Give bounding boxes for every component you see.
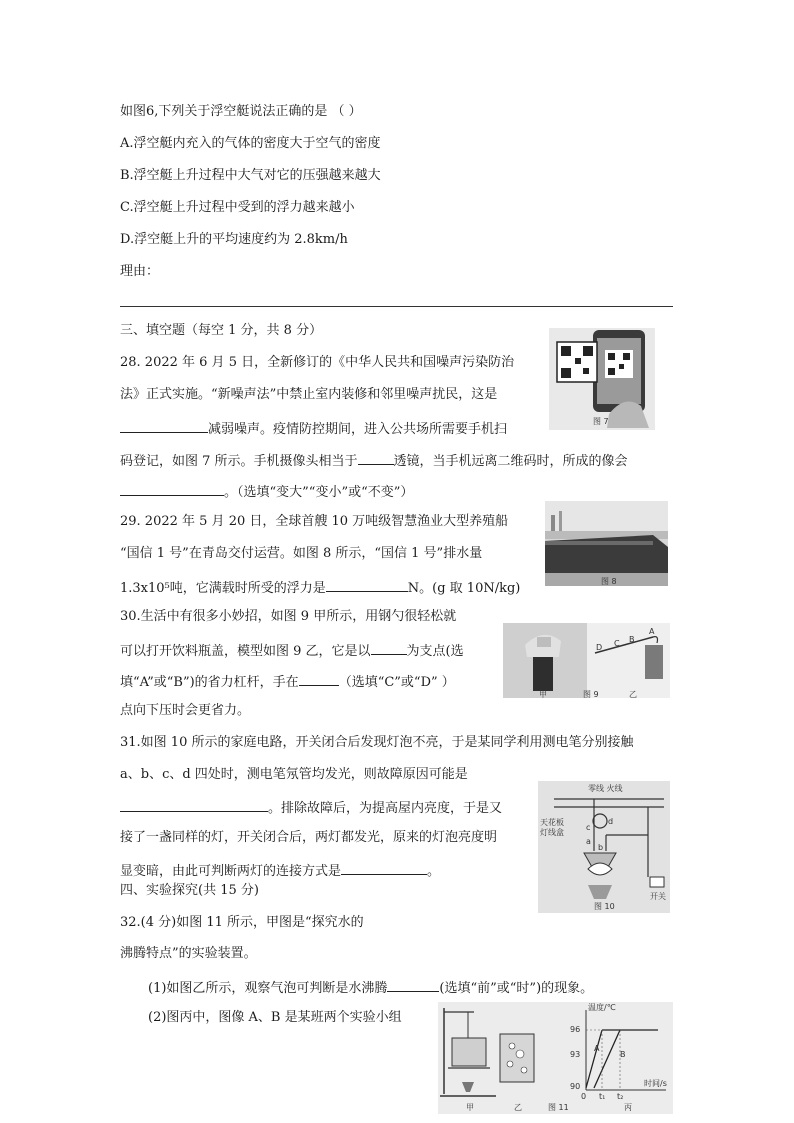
figure-10-caption: 图 10 — [594, 902, 615, 911]
figure-7-caption: 图 7 — [593, 417, 609, 426]
q27-option-b: B.浮空艇上升过程中大气对它的压强越来越大 — [120, 168, 381, 183]
answer-blank[interactable] — [120, 797, 268, 812]
q28-line4: 码登记，如图 7 所示。手机摄像头相当于 透镜，当手机远离二维码时，所成的像会 — [120, 450, 628, 471]
q28-line1: 28. 2022 年 6 月 5 日，全新修订的《中华人民共和国噪声污染防治 — [120, 355, 515, 370]
q27-stem: 如图6,下列关于浮空艇说法正确的是 （ ） — [120, 104, 362, 119]
q32-sub2: (2)图丙中，图像 A、B 是某班两个实验小组 — [148, 1010, 402, 1025]
figure-10-switch-label: 开关 — [650, 892, 666, 901]
q31-line1: 31.如图 10 所示的家庭电路，开关闭合后发现灯泡不亮，于是某同学利用测电笔分别接触 — [120, 735, 634, 750]
figure-10-point-d: d — [608, 817, 614, 826]
figure-10-point-b: b — [598, 843, 604, 852]
q30-line3: 填“A”或“B”)的省力杠杆，手在 （选填“C”或“D” ） — [120, 671, 455, 692]
graph-origin: 0 — [581, 1092, 587, 1101]
figure-10-box-label: 灯线盒 — [540, 828, 564, 837]
figure-7-qr-phone — [549, 328, 655, 430]
q27-option-d: D.浮空艇上升的平均速度约为 2.8km/h — [120, 232, 348, 247]
q29-line2: “国信 1 号”在青岛交付运营。如图 8 所示，“国信 1 号”排水量 — [120, 546, 483, 561]
figure-10-top-label: 零线 火线 — [588, 784, 623, 793]
figure-10-home-circuit — [538, 781, 670, 913]
answer-blank[interactable] — [371, 640, 407, 655]
figure-9-caption: 图 9 — [583, 690, 599, 698]
answer-blank[interactable] — [120, 418, 208, 433]
q32-line2: 沸腾特点”的实验装置。 — [120, 946, 257, 961]
q30-line1: 30.生活中有很多小妙招，如图 9 甲所示，用钢勺很轻松就 — [120, 609, 457, 624]
q27-reason-label: 理由： — [120, 264, 160, 279]
graph-series-a: A — [594, 1044, 600, 1053]
q32-line1: 32.(4 分)如图 11 所示，甲图是“探究水的 — [120, 915, 364, 930]
answer-blank[interactable] — [358, 450, 394, 465]
figure-11-label-yi: 乙 — [514, 1103, 522, 1112]
section3-title: 三、填空题（每空 1 分，共 8 分） — [120, 323, 323, 338]
answer-blank[interactable] — [341, 860, 427, 875]
figure-8-caption: 图 8 — [601, 577, 617, 586]
answer-blank[interactable] — [387, 977, 439, 992]
graph-ylabel: 温度/℃ — [588, 1003, 616, 1012]
q31-line2: a、b、c、d 四处时，测电笔氖管均发光，则故障原因可能是 — [120, 767, 468, 782]
figure-8-ship-photo — [545, 501, 668, 586]
figure-11-caption: 图 11 — [548, 1103, 569, 1112]
graph-t2: t₂ — [617, 1092, 624, 1101]
answer-blank[interactable] — [299, 671, 339, 686]
q28-line5: 。（选填“变大”“变小”或“不变”） — [120, 481, 413, 502]
graph-tick-93: 93 — [570, 1050, 581, 1059]
figure-9-label-a: A — [649, 627, 655, 636]
q28-line3: 减弱噪声。疫情防控期间，进入公共场所需要手机扫 — [120, 418, 507, 439]
q30-line2: 可以打开饮料瓶盖，模型如图 9 乙，它是以 为支点(选 — [120, 640, 464, 661]
figure-11-label-bing: 丙 — [624, 1103, 632, 1112]
graph-tick-96: 96 — [570, 1025, 581, 1034]
graph-tick-90: 90 — [570, 1082, 581, 1091]
figure-9-label-d: D — [596, 643, 603, 652]
figure-9-label-yi: 乙 — [629, 690, 637, 698]
graph-xlabel: 时间/s — [644, 1079, 667, 1088]
q31-line4: 接了一盏同样的灯，开关闭合后，两灯都发光，原来的灯泡亮度明 — [120, 830, 498, 845]
q27-option-c: C.浮空艇上升过程中受到的浮力越来越小 — [120, 200, 355, 215]
q28-line2: 法》正式实施。“新噪声法”中禁止室内装修和邻里噪声扰民，这是 — [120, 387, 498, 402]
q29-line1: 29. 2022 年 5 月 20 日，全球首艘 10 万吨级智慧渔业大型养殖船 — [120, 514, 509, 529]
q30-line4: 点向下压时会更省力。 — [120, 703, 251, 718]
answer-blank[interactable] — [326, 577, 408, 592]
figure-9-label-jia: 甲 — [539, 690, 547, 698]
figure-9-label-c: C — [614, 639, 620, 648]
graph-series-b: B — [620, 1050, 626, 1059]
answer-blank[interactable] — [120, 481, 224, 496]
q31-line3: 。排除故障后，为提高屋内亮度，于是又 — [120, 797, 502, 818]
figure-11-boiling-experiment — [438, 1002, 673, 1114]
q27-option-a: A.浮空艇内充入的气体的密度大于空气的密度 — [120, 136, 381, 151]
figure-10-ceiling-label: 天花板 — [540, 818, 564, 827]
graph-t1: t₁ — [599, 1092, 606, 1101]
reason-answer-line — [120, 306, 673, 307]
figure-9-bottle-opener — [503, 623, 670, 698]
figure-9-label-b: B — [629, 635, 635, 644]
q31-line5: 显变暗，由此可判断两灯的连接方式是 。 — [120, 860, 440, 881]
figure-11-label-jia: 甲 — [466, 1103, 474, 1112]
figure-10-point-c: c — [586, 823, 591, 832]
figure-10-point-a: a — [586, 837, 591, 846]
section4-title: 四、实验探究(共 15 分) — [120, 883, 259, 898]
q29-line3: 1.3x10⁵吨，它满载时所受的浮力是 N。(g 取 10N/kg) — [120, 577, 520, 598]
q32-sub1: (1)如图乙所示，观察气泡可判断是水沸腾 (选填“前”或“时”)的现象。 — [148, 977, 593, 998]
